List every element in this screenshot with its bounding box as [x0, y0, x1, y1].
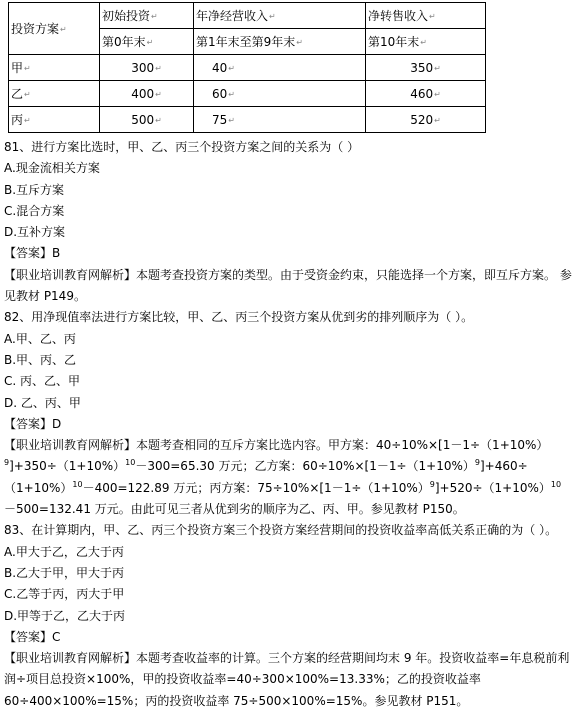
q83-answer: 【答案】C: [4, 629, 61, 644]
q82-question: 82、用净现值率法进行方案比较，甲、乙、丙三个投资方案从优到劣的排列顺序为（ ）。: [4, 310, 474, 325]
row-annual: 75↵: [194, 107, 366, 133]
q83-option-d: D.甲等于乙，乙大于丙: [4, 608, 126, 623]
row-initial: 400↵: [100, 81, 194, 107]
row-initial: 500↵: [100, 107, 194, 133]
q82-analysis: 【职业培训教育网解析】本题考查相同的互斥方案比选内容。甲方案：$40\div 10\%\times[1-1\div(1+10\%)^9]+350\div(1+10\%)^{10}-300=65.30$ 万元；乙方案：$60\div 10\%\times[1-1\div(1+10\%)^9]+460\div(1+10\%)^{10}-400=122.89$ 万元；丙方案：$75\div 10\%\times[1-1\div(1+10\%)^9]+520\div(1+10\%)^{10}-500=132.41$ 万元。由此可见三者从优到劣的顺序为乙、丙、甲。参见教材 P150。: [4, 438, 562, 517]
row-resale: 460↵: [366, 81, 486, 107]
q81-option-a: A.现金流相关方案: [4, 161, 100, 176]
subheader-year1-9: 第1年末至第9年末↵: [194, 29, 366, 55]
header-initial-investment: 初始投资↵: [100, 3, 194, 29]
exponent: 10: [72, 479, 83, 489]
q82-option-b: B.甲、丙、乙: [4, 352, 77, 367]
subheader-year10: 第10年末↵: [366, 29, 486, 55]
q81-option-b: B.互斥方案: [4, 182, 65, 197]
row-name: 乙↵: [9, 81, 100, 107]
row-resale: 520↵: [366, 107, 486, 133]
q81-question: 81、进行方案比选时，甲、乙、丙三个投资方案之间的关系为（ ）: [4, 140, 360, 154]
table-row: [9, 55, 486, 81]
q83-analysis: 【职业培训教育网解析】本题考查收益率的计算。三个方案的经营期间均末 9 年。投资收益率=年息税前利润÷项目总投资×100%，甲的投资收益率=40÷300×100%=13.33%；乙的投资收益率 60÷400×100%=15%；丙的投资收益率 75÷500×100%=15%。参见教材 P151。: [4, 651, 570, 708]
row-resale: 350↵: [366, 55, 486, 81]
header-annual-income: 年净经营收入↵: [194, 3, 366, 29]
row-annual: 60↵: [194, 81, 366, 107]
row-annual: 40↵: [194, 55, 366, 81]
exponent: 9: [4, 458, 10, 468]
table-row: [9, 107, 486, 133]
exponent: 10: [125, 458, 136, 468]
q82-answer: 【答案】D: [4, 416, 62, 431]
q83-option-c: C.乙等于丙，丙大于甲: [4, 587, 125, 602]
q81-option-c: C.混合方案: [4, 203, 65, 218]
q81-option-d: D.互补方案: [4, 225, 66, 240]
q83-option-b: B.乙大于甲，甲大于丙: [4, 565, 125, 580]
row-name: 丙↵: [9, 107, 100, 133]
header-resale-income: 净转售收入↵: [366, 3, 486, 29]
q82-option-c: C. 丙、乙、甲: [4, 374, 81, 389]
investment-table: [8, 2, 486, 133]
exponent: 10: [550, 479, 562, 489]
subheader-year0: 第0年末↵: [100, 29, 194, 55]
questions-content: [4, 137, 572, 712]
table-row: [9, 81, 486, 107]
row-name: 甲↵: [9, 55, 100, 81]
exponent: 9: [429, 479, 435, 489]
table-header-row: [9, 3, 486, 29]
q81-analysis: 【职业培训教育网解析】本题考查投资方案的类型。由于受资金约束，只能选择一个方案，即互斥方案。 参见教材 P149。: [4, 267, 572, 304]
header-plan: 投资方案↵: [9, 3, 100, 55]
q83-option-a: A.甲大于乙，乙大于丙: [4, 544, 124, 559]
q82-option-d: D. 乙、丙、甲: [4, 395, 81, 410]
q82-option-a: A.甲、乙、丙: [4, 331, 76, 346]
row-initial: 300↵: [100, 55, 194, 81]
q83-question: 83、在计算期内，甲、乙、丙三个投资方案三个投资方案经营期间的投资收益率高低关系正确的为（ ）。: [4, 523, 558, 538]
exponent: 9: [474, 458, 480, 468]
q81-answer: 【答案】B: [4, 246, 61, 261]
